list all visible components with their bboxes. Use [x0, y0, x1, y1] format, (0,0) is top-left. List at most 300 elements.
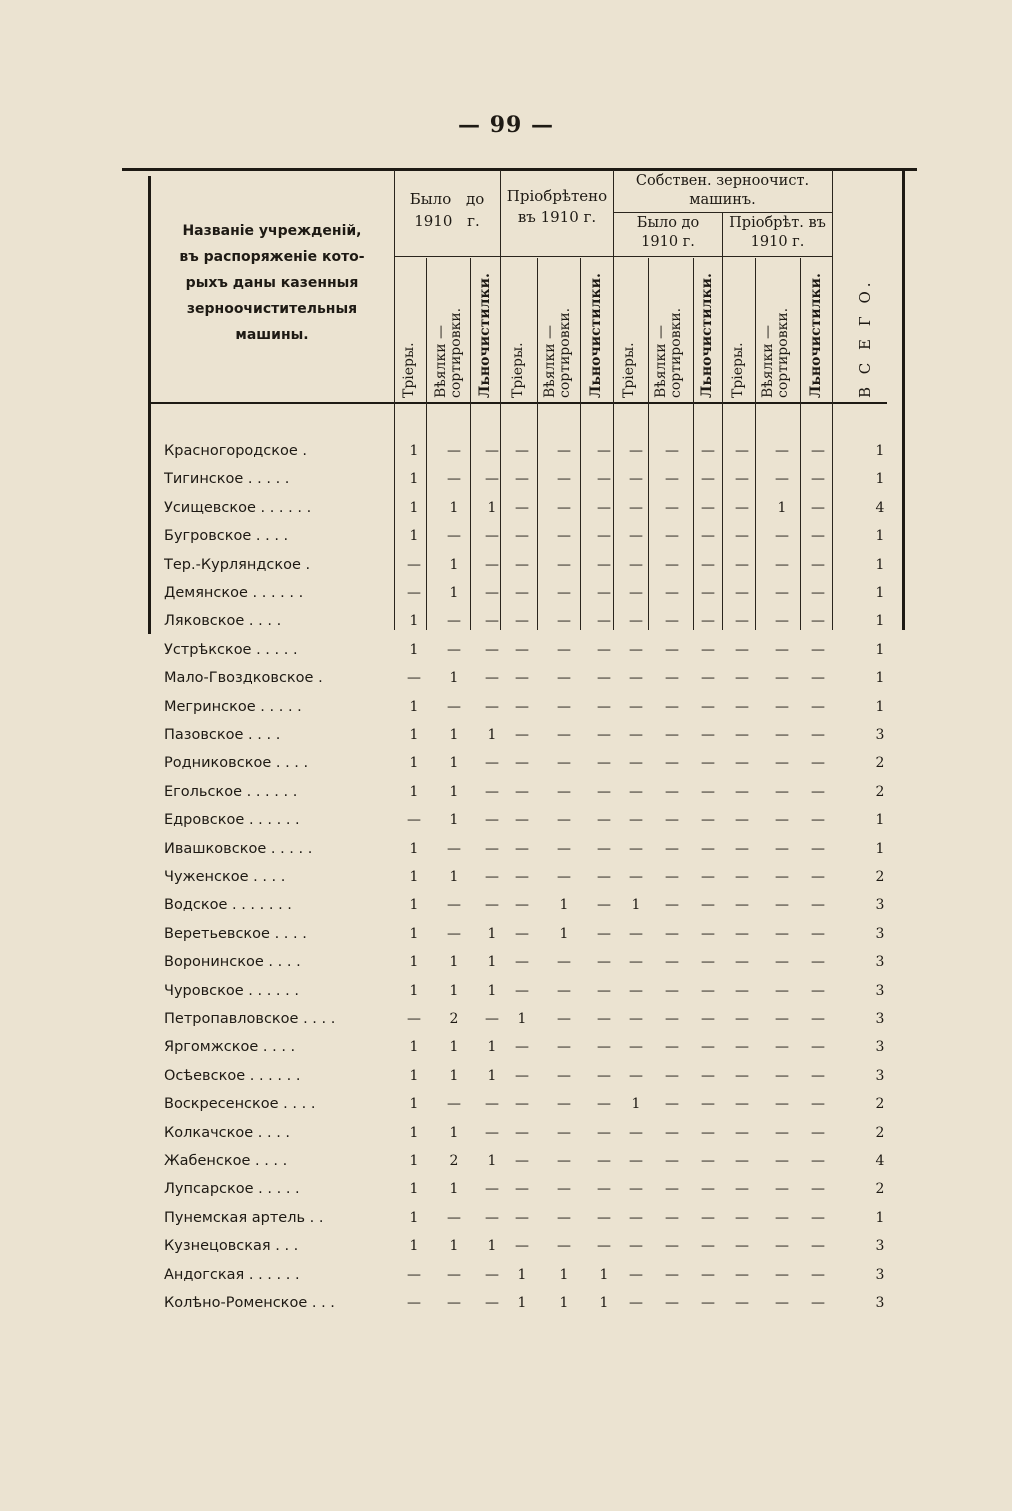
table-cell: 1 — [449, 585, 459, 601]
table-cell: — — [629, 925, 643, 942]
table-cell: 1 — [409, 1209, 419, 1226]
table-cell: 1 — [409, 982, 419, 999]
table-cell: — — [701, 1209, 715, 1226]
table-cell: — — [515, 925, 529, 942]
table-cell: — — [775, 1153, 789, 1169]
institution-name: Лупсарское . . . . . — [164, 1181, 300, 1198]
table-cell: — — [557, 840, 571, 857]
table-cell: — — [775, 1181, 789, 1198]
table-cell: — — [597, 471, 611, 488]
table-cell: 1 — [409, 755, 419, 772]
table-cell: — — [811, 499, 825, 516]
table-row — [0, 781, 1012, 809]
table-cell: — — [665, 556, 679, 573]
table-cell: — — [485, 1295, 499, 1311]
institution-name: Устрѣкское . . . . . — [164, 641, 298, 658]
table-cell: — — [597, 528, 611, 545]
institution-name: Колкачское . . . . — [164, 1124, 291, 1141]
header-trier: Тріеры. — [510, 342, 526, 398]
table-cell: — — [775, 471, 789, 488]
table-cell: — — [597, 1011, 611, 1027]
institution-name: Водское . . . . . . . — [164, 897, 292, 914]
table-cell: — — [735, 925, 749, 942]
table-cell: — — [557, 1181, 571, 1198]
header-lnochistilki: Льночистилки. — [477, 273, 493, 398]
table-cell: — — [775, 727, 789, 743]
table-cell: — — [811, 556, 825, 573]
table-cell: — — [775, 1295, 789, 1311]
table-cell: — — [665, 1039, 679, 1056]
table-cell: — — [735, 528, 749, 545]
table-cell: — — [701, 670, 715, 687]
table-cell: — — [665, 641, 679, 658]
table-row — [0, 724, 1012, 752]
table-cell: — — [597, 499, 611, 516]
table-cell: — — [775, 641, 789, 658]
row-total: 4 — [875, 499, 885, 516]
table-cell: — — [811, 755, 825, 772]
header-subcolumn-rule — [394, 256, 832, 257]
table-cell: — — [597, 613, 611, 630]
table-cell: — — [629, 670, 643, 687]
table-cell: — — [735, 698, 749, 715]
table-cell: — — [811, 1209, 825, 1226]
table-cell: — — [557, 954, 571, 971]
table-row — [0, 951, 1012, 979]
table-cell: — — [811, 1067, 825, 1084]
table-row — [0, 1264, 1012, 1292]
header-group-before-1910: Было до 1910 г. — [409, 190, 485, 230]
header-veyalki: Вѣялки — сортировки. — [653, 307, 684, 398]
table-cell: — — [597, 812, 611, 829]
table-cell: — — [629, 471, 643, 488]
table-cell: — — [629, 812, 643, 829]
table-cell: — — [775, 1124, 789, 1141]
table-cell: — — [597, 585, 611, 601]
table-cell: — — [701, 1153, 715, 1169]
row-total: 3 — [875, 1238, 885, 1255]
table-cell: — — [597, 783, 611, 800]
table-header-rule — [150, 402, 887, 404]
header-name-line: зерноочистительныя — [186, 301, 358, 317]
row-total: 3 — [875, 1011, 885, 1027]
table-cell: — — [735, 897, 749, 914]
table-row — [0, 582, 1012, 610]
table-cell: — — [735, 1266, 749, 1283]
table-cell: — — [811, 670, 825, 687]
table-cell: — — [557, 1209, 571, 1226]
table-cell: — — [557, 1011, 571, 1027]
table-cell: 1 — [409, 727, 419, 743]
table-cell: — — [447, 528, 461, 545]
table-cell: — — [597, 443, 611, 459]
table-cell: — — [515, 641, 529, 658]
table-cell: — — [811, 613, 825, 630]
table-row — [0, 639, 1012, 667]
table-cell: — — [775, 1067, 789, 1084]
table-cell: — — [557, 783, 571, 800]
table-cell: — — [701, 698, 715, 715]
table-cell: — — [597, 755, 611, 772]
table-cell: — — [775, 443, 789, 459]
table-cell: 1 — [449, 1124, 459, 1141]
table-cell: 1 — [409, 869, 419, 885]
table-cell: — — [485, 1011, 499, 1027]
institution-name: Егольское . . . . . . — [164, 783, 298, 800]
table-cell: — — [701, 1096, 715, 1113]
table-cell: — — [557, 1096, 571, 1113]
table-cell: — — [515, 556, 529, 573]
table-cell: 1 — [449, 499, 459, 516]
table-cell: 1 — [409, 1096, 419, 1113]
table-cell: — — [811, 1266, 825, 1283]
table-cell: — — [701, 1181, 715, 1198]
table-cell: — — [775, 585, 789, 601]
header-name-line: въ распоряженіе кото- — [179, 249, 365, 265]
table-cell: 1 — [449, 1238, 459, 1255]
institution-name: Пазовское . . . . — [164, 727, 281, 743]
header-total: В С Е Г О. — [856, 278, 874, 398]
table-cell: — — [701, 443, 715, 459]
table-cell: — — [665, 897, 679, 914]
table-cell: — — [515, 1153, 529, 1169]
header-name-line: машины. — [235, 327, 309, 343]
institution-name: Пунемская артель . . — [164, 1209, 324, 1226]
table-cell: — — [775, 1238, 789, 1255]
table-cell: — — [515, 727, 529, 743]
table-cell: 1 — [409, 641, 419, 658]
table-cell: — — [735, 1067, 749, 1084]
table-cell: — — [515, 869, 529, 885]
table-cell: 1 — [449, 812, 459, 829]
table-row — [0, 1207, 1012, 1235]
institution-name: Кузнецовская . . . — [164, 1238, 299, 1255]
table-cell: — — [811, 982, 825, 999]
table-cell: — — [735, 1124, 749, 1141]
table-cell: — — [447, 1295, 461, 1311]
table-cell: — — [701, 1067, 715, 1084]
row-total: 1 — [875, 585, 885, 601]
table-cell: — — [629, 1238, 643, 1255]
table-row — [0, 809, 1012, 837]
table-cell: — — [665, 1153, 679, 1169]
table-cell: 1 — [409, 443, 419, 459]
table-cell: — — [485, 670, 499, 687]
table-cell: — — [665, 1096, 679, 1113]
table-cell: — — [447, 613, 461, 630]
table-cell: — — [735, 954, 749, 971]
table-cell: — — [665, 1181, 679, 1198]
table-cell: 1 — [409, 1153, 419, 1169]
table-cell: — — [597, 840, 611, 857]
table-cell: — — [597, 954, 611, 971]
table-cell: 1 — [487, 1039, 497, 1056]
table-cell: — — [597, 1209, 611, 1226]
table-cell: — — [629, 783, 643, 800]
table-cell: — — [515, 755, 529, 772]
table-row — [0, 1292, 1012, 1320]
institution-name: Ивашковское . . . . . — [164, 840, 313, 857]
header-trier: Тріеры. — [730, 342, 746, 398]
institution-name: Демянское . . . . . . — [164, 585, 304, 601]
row-total: 1 — [875, 812, 885, 829]
table-cell: 1 — [559, 925, 569, 942]
table-cell: 1 — [449, 783, 459, 800]
table-cell: — — [515, 698, 529, 715]
table-cell: — — [811, 840, 825, 857]
row-total: 3 — [875, 727, 885, 743]
institution-name: Тер.-Курляндское . — [164, 556, 311, 573]
table-cell: 1 — [409, 499, 419, 516]
table-cell: — — [447, 1096, 461, 1113]
row-total: 3 — [875, 1039, 885, 1056]
table-row — [0, 752, 1012, 780]
table-cell: 1 — [487, 954, 497, 971]
table-cell: — — [811, 528, 825, 545]
table-row — [0, 1235, 1012, 1263]
table-cell: — — [485, 698, 499, 715]
table-cell: — — [629, 641, 643, 658]
table-row — [0, 696, 1012, 724]
table-cell: — — [775, 670, 789, 687]
table-cell: — — [629, 1295, 643, 1311]
table-cell: — — [597, 869, 611, 885]
table-cell: — — [629, 1266, 643, 1283]
table-row — [0, 866, 1012, 894]
table-cell: 1 — [449, 556, 459, 573]
row-total: 1 — [875, 443, 885, 459]
table-cell: — — [701, 755, 715, 772]
table-cell: — — [701, 471, 715, 488]
table-cell: — — [665, 1238, 679, 1255]
row-total: 3 — [875, 982, 885, 999]
table-cell: — — [735, 1153, 749, 1169]
table-cell: — — [665, 1295, 679, 1311]
table-cell: — — [629, 869, 643, 885]
header-veyalki: Вѣялки — сортировки. — [760, 307, 791, 398]
institution-name: Ляковское . . . . — [164, 613, 282, 630]
table-cell: — — [811, 698, 825, 715]
table-row — [0, 894, 1012, 922]
table-row — [0, 554, 1012, 582]
table-cell: — — [735, 812, 749, 829]
table-cell: — — [629, 954, 643, 971]
table-cell: — — [775, 840, 789, 857]
table-cell: — — [515, 670, 529, 687]
table-cell: — — [665, 1209, 679, 1226]
institution-name: Чуженское . . . . — [164, 869, 286, 885]
table-cell: 1 — [517, 1266, 527, 1283]
table-cell: — — [701, 783, 715, 800]
table-cell: — — [775, 925, 789, 942]
table-cell: — — [485, 1209, 499, 1226]
table-cell: — — [485, 755, 499, 772]
table-cell: — — [597, 641, 611, 658]
table-cell: — — [515, 443, 529, 459]
table-cell: — — [557, 613, 571, 630]
institution-name: Бугровское . . . . — [164, 528, 289, 545]
table-cell: — — [515, 499, 529, 516]
table-cell: — — [701, 585, 715, 601]
table-cell: — — [701, 982, 715, 999]
table-row — [0, 923, 1012, 951]
table-cell: — — [629, 1209, 643, 1226]
table-cell: — — [515, 840, 529, 857]
table-cell: — — [485, 840, 499, 857]
table-cell: 1 — [409, 897, 419, 914]
header-name-line: рыхъ даны казенныя — [185, 275, 359, 291]
header-trier: Тріеры. — [621, 342, 637, 398]
table-cell: — — [665, 499, 679, 516]
table-cell: 1 — [409, 925, 419, 942]
institution-name: Мегринское . . . . . — [164, 698, 302, 715]
table-cell: — — [701, 925, 715, 942]
table-cell: 1 — [559, 1295, 569, 1311]
table-cell: — — [515, 1181, 529, 1198]
table-cell: — — [447, 698, 461, 715]
table-cell: — — [665, 925, 679, 942]
institution-name: Красногородское . — [164, 443, 308, 459]
table-cell: — — [811, 869, 825, 885]
table-cell: — — [701, 641, 715, 658]
table-cell: — — [557, 670, 571, 687]
table-cell: 1 — [409, 613, 419, 630]
table-cell: 1 — [559, 1266, 569, 1283]
table-cell: — — [811, 812, 825, 829]
header-veyalki: Вѣялки — сортировки. — [542, 307, 573, 398]
table-cell: 2 — [449, 1011, 459, 1027]
table-cell: — — [735, 783, 749, 800]
table-row — [0, 838, 1012, 866]
page-number: — 99 — — [458, 112, 554, 138]
table-cell: — — [775, 869, 789, 885]
table-cell: — — [775, 1266, 789, 1283]
table-cell: — — [629, 982, 643, 999]
table-cell: — — [515, 954, 529, 971]
table-cell: — — [597, 1238, 611, 1255]
table-cell: — — [557, 812, 571, 829]
table-cell: 1 — [449, 727, 459, 743]
table-row — [0, 1150, 1012, 1178]
table-cell: — — [485, 783, 499, 800]
institution-name: Родниковское . . . . — [164, 755, 309, 772]
table-cell: — — [775, 1039, 789, 1056]
table-cell: — — [485, 1181, 499, 1198]
table-cell: — — [735, 613, 749, 630]
table-cell: — — [407, 1295, 421, 1311]
table-cell: — — [735, 1295, 749, 1311]
table-cell: — — [701, 897, 715, 914]
table-cell: — — [665, 812, 679, 829]
table-cell: 1 — [449, 869, 459, 885]
table-cell: — — [557, 585, 571, 601]
table-cell: — — [665, 585, 679, 601]
table-cell: — — [629, 755, 643, 772]
table-cell: — — [597, 1124, 611, 1141]
table-cell: — — [485, 869, 499, 885]
table-cell: — — [701, 499, 715, 516]
table-cell: — — [665, 1011, 679, 1027]
table-cell: — — [701, 812, 715, 829]
table-cell: — — [811, 954, 825, 971]
table-row — [0, 1178, 1012, 1206]
table-cell: — — [515, 812, 529, 829]
table-cell: — — [485, 585, 499, 601]
row-total: 3 — [875, 1266, 885, 1283]
table-cell: — — [775, 1209, 789, 1226]
table-cell: — — [629, 499, 643, 516]
table-cell: — — [665, 613, 679, 630]
table-row — [0, 980, 1012, 1008]
table-cell: — — [557, 1124, 571, 1141]
table-row — [0, 1122, 1012, 1150]
table-cell: — — [629, 1039, 643, 1056]
table-cell: — — [811, 641, 825, 658]
table-cell: — — [597, 897, 611, 914]
table-cell: 1 — [599, 1295, 609, 1311]
table-cell: — — [557, 1238, 571, 1255]
table-cell: — — [701, 1295, 715, 1311]
row-total: 2 — [875, 1124, 885, 1141]
header-group-acquired-1910: Пріобрѣтено въ 1910 г. — [506, 187, 608, 226]
table-cell: — — [597, 925, 611, 942]
table-cell: — — [447, 1209, 461, 1226]
table-cell: — — [629, 528, 643, 545]
row-total: 1 — [875, 556, 885, 573]
table-cell: — — [447, 443, 461, 459]
table-cell: — — [629, 556, 643, 573]
institution-name: Петропавловское . . . . — [164, 1011, 336, 1027]
table-cell: — — [811, 897, 825, 914]
table-cell: — — [775, 698, 789, 715]
row-total: 2 — [875, 783, 885, 800]
table-cell: 1 — [409, 1039, 419, 1056]
row-total: 1 — [875, 1209, 885, 1226]
table-cell: — — [557, 471, 571, 488]
table-cell: — — [485, 812, 499, 829]
table-cell: 1 — [409, 698, 419, 715]
table-cell: — — [775, 812, 789, 829]
table-cell: — — [629, 1153, 643, 1169]
table-cell: — — [665, 528, 679, 545]
institution-name: Андогская . . . . . . — [164, 1266, 300, 1283]
table-cell: — — [811, 1181, 825, 1198]
row-total: 1 — [875, 670, 885, 687]
table-cell: — — [557, 641, 571, 658]
table-cell: — — [515, 982, 529, 999]
table-cell: — — [515, 471, 529, 488]
table-cell: — — [735, 1181, 749, 1198]
table-cell: — — [811, 783, 825, 800]
table-cell: — — [701, 613, 715, 630]
table-cell: 1 — [449, 982, 459, 999]
header-group-own-machines: Собствен. зерноочист. машинъ. — [635, 173, 810, 208]
table-cell: — — [597, 1153, 611, 1169]
table-row — [0, 610, 1012, 638]
table-cell: — — [629, 443, 643, 459]
table-cell: — — [629, 585, 643, 601]
table-cell: — — [665, 670, 679, 687]
table-cell: — — [665, 1124, 679, 1141]
institution-name: Воскресенское . . . . — [164, 1096, 316, 1113]
table-cell: — — [485, 897, 499, 914]
table-cell: — — [447, 925, 461, 942]
table-cell: 1 — [449, 1039, 459, 1056]
institution-name: Чуровское . . . . . . — [164, 982, 299, 999]
table-cell: — — [811, 1011, 825, 1027]
row-total: 1 — [875, 471, 885, 488]
table-cell: — — [485, 1266, 499, 1283]
